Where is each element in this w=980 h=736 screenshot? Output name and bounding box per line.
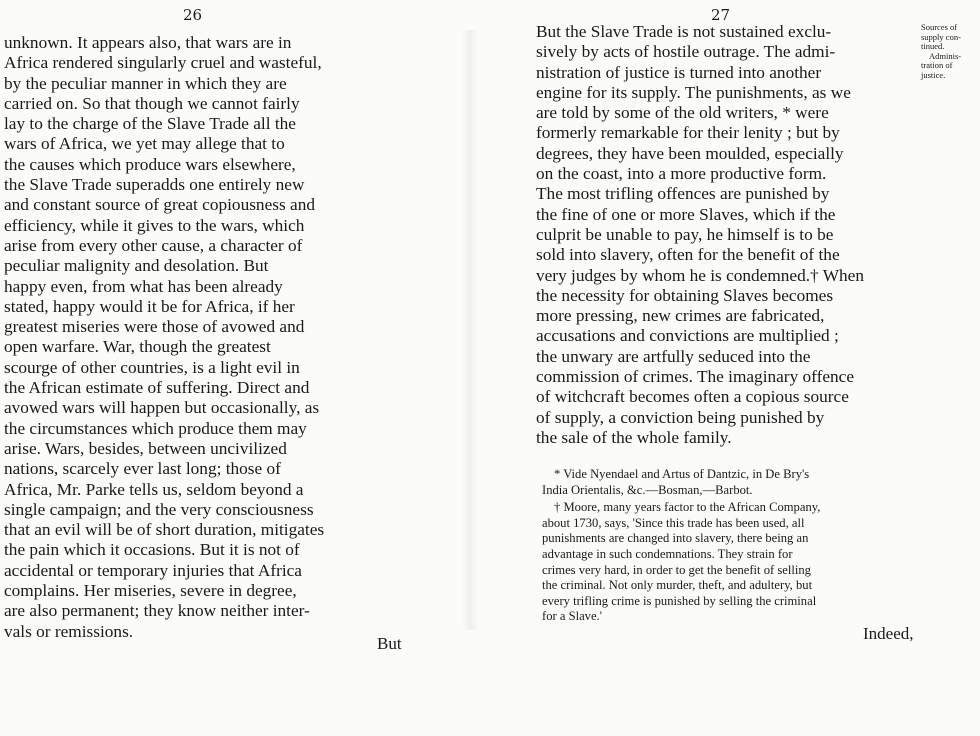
text-line: nistration of justice is turned into another — [536, 62, 822, 82]
text-line: engine for its supply. The punishments, as we — [536, 82, 851, 102]
footnote-line: punishments are changed into slavery, there being an — [542, 531, 809, 546]
text-line: that an evil will be of short duration, mitigates — [4, 520, 325, 540]
text-line: vals or remissions. — [4, 621, 134, 641]
text-line: greatest miseries were those of avowed and — [4, 317, 305, 337]
footnote-line: advantage in such condemnations. They strain for — [542, 546, 793, 561]
right-page-number: 27 — [711, 6, 731, 24]
footnote-line: about 1730, says, 'Since this trade has been used, all — [542, 515, 805, 530]
text-line: culprit be unable to pay, he himself is to be — [536, 224, 834, 244]
right-page-body — [536, 22, 916, 448]
text-line: the circumstances which produce them may — [4, 418, 307, 438]
margin-note-line: supply con- — [921, 31, 961, 42]
text-line: single campaign; and the very consciousness — [4, 499, 314, 519]
text-line: and constant source of great copiousness and — [4, 195, 315, 215]
left-page-number: 26 — [183, 6, 203, 24]
footnote-line: the criminal. Not only murder, theft, and adultery, but — [542, 578, 813, 593]
text-line: lay to the charge of the Slave Trade all the — [4, 114, 296, 134]
text-line: Africa, Mr. Parke tells us, seldom beyond a — [4, 479, 304, 499]
text-line: the causes which produce wars elsewhere, — [4, 154, 296, 174]
text-line: are told by some of the old writers, * were — [536, 103, 829, 123]
text-line: the sale of the whole family. — [536, 427, 732, 447]
text-line: arise. Wars, besides, between uncivilized — [4, 438, 287, 458]
left-page — [0, 0, 470, 736]
text-line: sold into slavery, often for the benefit of the — [536, 245, 840, 265]
text-line: commission of crimes. The imaginary offence — [536, 367, 855, 387]
text-line: on the coast, into a more productive form. — [536, 164, 827, 184]
footnote-line: India Orientalis, &c.—Bosman,—Barbot. — [542, 482, 753, 497]
text-line: avowed wars will happen but occasionally, as — [4, 398, 320, 418]
text-line: accusations and convictions are multiplied ; — [536, 326, 839, 346]
footnote-line: * Vide Nyendael and Artus of Dantzic, in De Bry's — [554, 467, 810, 481]
text-line: of witchcraft becomes often a copious source — [536, 387, 849, 407]
text-line: by the peculiar manner in which they are — [4, 73, 287, 93]
text-line: very judges by whom he is condemned.† When — [536, 265, 864, 285]
footnote-line: every trifling crime is punished by selling the criminal — [542, 593, 817, 608]
text-line: peculiar malignity and desolation. But — [4, 256, 269, 276]
text-line: complains. Her miseries, severe in degree, — [4, 581, 297, 601]
text-line: degrees, they have been moulded, especially — [536, 143, 844, 163]
text-line: open warfare. War, though the greatest — [4, 337, 271, 357]
text-line: more pressing, new crimes are fabricated, — [536, 306, 825, 326]
margin-note-line: tinued. — [921, 41, 945, 52]
text-line: the African estimate of suffering. Direct and — [4, 378, 310, 398]
left-page-body — [4, 33, 409, 642]
text-line: arise from every other cause, a character of — [4, 235, 303, 255]
footnotes — [542, 467, 932, 625]
left-catchword: But — [377, 634, 402, 653]
right-catchword: Indeed, — [863, 624, 914, 643]
text-line: sively by acts of hostile outrage. The admi- — [536, 42, 836, 62]
right-page — [470, 0, 980, 736]
text-line: accidental or temporary injuries that Africa — [4, 560, 302, 580]
margin-note-line: tration of — [921, 60, 953, 71]
margin-note-line: Adminis- — [929, 50, 962, 61]
text-line: wars of Africa, we yet may allege that to — [4, 134, 285, 154]
text-line: happy even, from what has been already — [4, 276, 283, 296]
text-line: nations, scarcely ever last long; those of — [4, 459, 281, 479]
margin-note-line: Sources of — [921, 22, 958, 32]
text-line: the pain which it occasions. But it is not of — [4, 540, 300, 560]
text-line: formerly remarkable for their lenity ; but by — [536, 123, 840, 143]
text-line: the necessity for obtaining Slaves becomes — [536, 285, 834, 305]
text-line: the unwary are artfully seduced into the — [536, 346, 811, 366]
text-line: efficiency, while it gives to the wars, which — [4, 215, 305, 235]
text-line: scourge of other countries, is a light evil in — [4, 357, 300, 377]
text-line: But the Slave Trade is not sustained exclu- — [536, 22, 832, 41]
text-line: of supply, a conviction being punished by — [536, 407, 825, 427]
text-line: the Slave Trade superadds one entirely new — [4, 175, 305, 195]
footnote-line: † Moore, many years factor to the African Company, — [554, 500, 821, 515]
margin-note-line: justice. — [921, 69, 946, 80]
text-line: the fine of one or more Slaves, which if the — [536, 204, 836, 224]
footnote-line: for a Slave.' — [542, 609, 602, 624]
text-line: The most trifling offences are punished by — [536, 184, 830, 204]
text-line: Africa rendered singularly cruel and wasteful, — [4, 53, 322, 73]
text-line: carried on. So that though we cannot fairly — [4, 93, 300, 113]
text-line: unknown. It appears also, that wars are in — [4, 33, 292, 52]
margin-note — [921, 23, 977, 81]
text-line: stated, happy would it be for Africa, if her — [4, 296, 295, 316]
footnote-line: crimes very hard, in order to get the benefit of selling — [542, 562, 811, 577]
text-line: are also permanent; they know neither inter- — [4, 601, 310, 621]
